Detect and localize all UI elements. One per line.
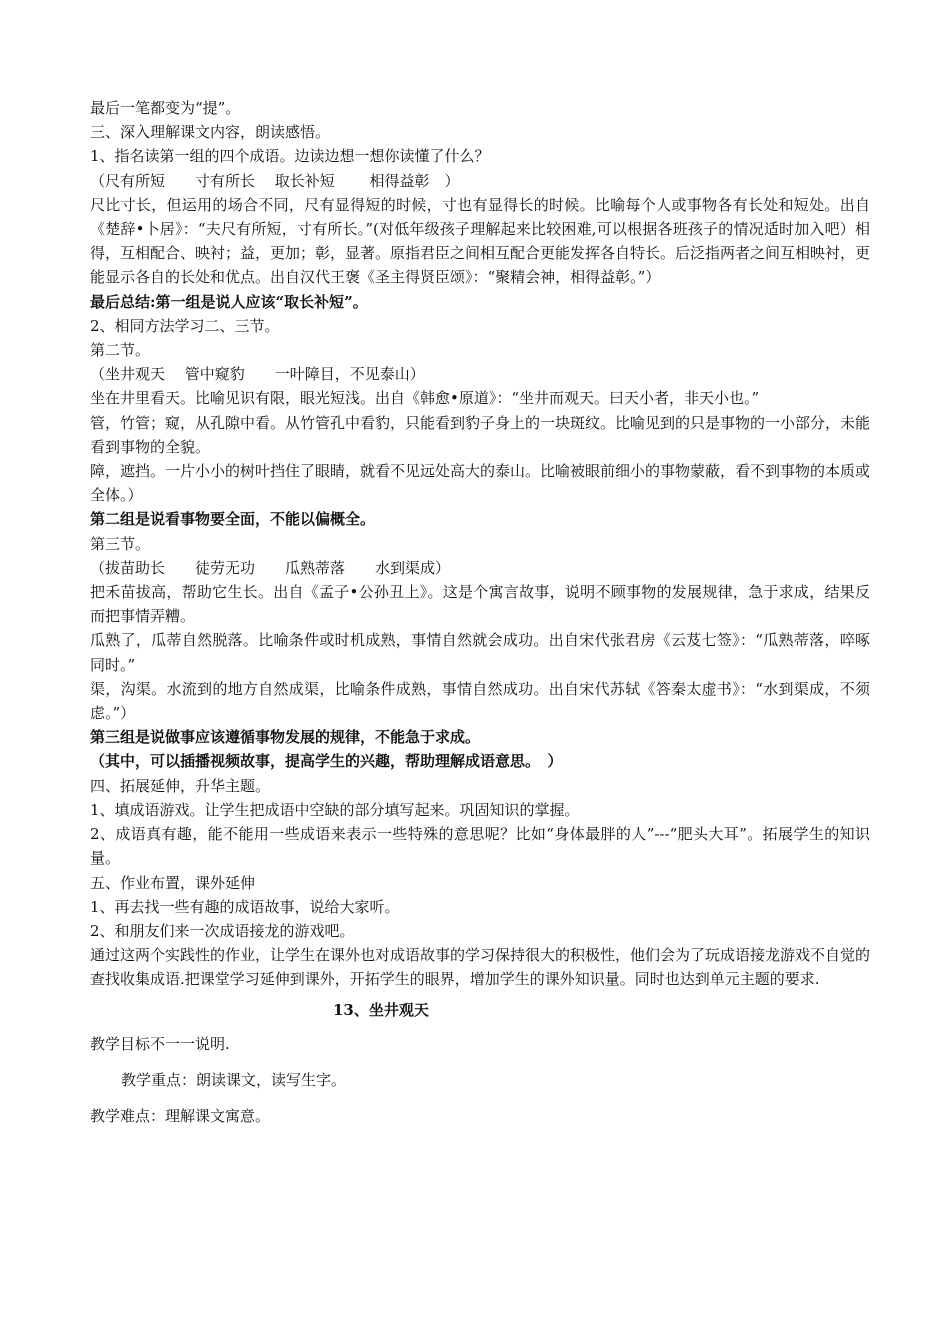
lesson-title: 13、坐井观天 — [333, 1000, 429, 1019]
text-line: 教学重点：朗读课文，读写生字。 — [121, 1070, 347, 1089]
text-line: 1、再去找一些有趣的成语故事，说给大家听。 — [90, 897, 400, 916]
explanation-paragraph: 把禾苗拔高，帮助它生长。出自《孟子•公孙丑上》。这是个寓言故事，说明不顾事物的发展规律，急于求成，结果反而把事情弄糟。 — [90, 583, 870, 626]
idiom-group: （坐井观天 管中窥豹 一叶障目，不见泰山） — [90, 365, 425, 384]
explanation-paragraph: 通过这两个实践性的作业，让学生在课外也对成语故事的学习保持很大的积极性，他们会为了玩成语接龙游戏不自觉的查找收集成语.把课堂学习延伸到课外，开拓学生的眼界，增加学生的课外知识量。同时也达到单元主题的要求. — [90, 946, 871, 989]
text-line: 最后一笔都变为“提”。 — [90, 99, 241, 117]
summary-line: 最后总结:第一组是说人应该“取长补短”。 — [90, 292, 368, 311]
explanation-paragraph: 坐在井里看天。比喻见识有限，眼光短浅。出自《韩愈•原道》：“坐井而观天。曰天小者，非天小也。” — [90, 389, 760, 408]
text-line: 2、相同方法学习二、三节。 — [90, 316, 280, 335]
section-heading: 四、拓展延伸，升华主题。 — [90, 776, 271, 795]
text-line: 1、指名读第一组的四个成语。边读边想一想你读懂了什么？ — [90, 147, 490, 166]
text-line: 教学目标不一一说明. — [90, 1034, 230, 1053]
summary-line: 第三组是说做事应该遵循事物发展的规律，不能急于求成。 — [90, 728, 481, 747]
text-line: 第三节。 — [90, 534, 151, 553]
idiom-group: （拔苗助长 徒劳无功 瓜熟蒂落 水到渠成） — [90, 558, 451, 577]
summary-line: （其中，可以插播视频故事，提高学生的兴趣，帮助理解成语意思。 ） — [90, 752, 563, 771]
explanation-paragraph: 尺比寸长，但运用的场合不同，尺有显得短的时候，寸也有显得长的时候。比喻每个人或事物各有长处和短处。出自《楚辞•卜居》：“夫尺有所短，寸有所长。”(对低年级孩子理解起来比较困难,可以根据各班孩子的情况适时加入吧）相得，互相配合、映衬；益，更加；彰，显著。原指君臣之间相互配合更能发挥各自特长。后泛指两者之间互相映衬，更能显示各自的长处和优点。出自汉代王褒《圣主得贤臣颂》：“聚精会神，相得益彰。”） — [90, 195, 871, 287]
idiom-group: （尺有所短 寸有所长 取长补短 相得益彰 ） — [90, 171, 460, 190]
section-heading: 三、深入理解课文内容，朗读感悟。 — [90, 123, 331, 142]
document-page — [90, 96, 870, 1128]
text-line: 教学难点：理解课文寓意。 — [90, 1107, 271, 1126]
text-line: 第二节。 — [90, 341, 151, 360]
section-heading: 五、作业布置，课外延伸 — [90, 873, 256, 892]
text-line: 1、填成语游戏。让学生把成语中空缺的部分填写起来。巩固知识的掌握。 — [90, 800, 580, 819]
explanation-paragraph: 2、成语真有趣，能不能用一些成语来表示一些特殊的意思呢？比如“身体最胖的人”---“肥头大耳”。拓展学生的知识量。 — [90, 825, 870, 868]
explanation-paragraph: 瓜熟了，瓜蒂自然脱落。比喻条件或时机成熟，事情自然就会成功。出自宋代张君房《云芨七签》：“瓜熟蒂落，啐啄同时。” — [90, 631, 870, 674]
explanation-paragraph: 管，竹管；窥，从孔隙中看。从竹管孔中看豹，只能看到豹子身上的一块斑纹。比喻见到的只是事物的一小部分，未能看到事物的全貌。 — [90, 413, 871, 456]
explanation-paragraph: 障，遮挡。一片小小的树叶挡住了眼睛，就看不见远处高大的泰山。比喻被眼前细小的事物蒙蔽，看不到事物的本质或全体。） — [90, 462, 871, 505]
text-line: 2、和朋友们来一次成语接龙的游戏吧。 — [90, 921, 355, 940]
explanation-paragraph: 渠，沟渠。水流到的地方自然成渠，比喻条件成熟，事情自然成功。出自宋代苏轼《答秦太虚书》：“水到渠成，不须虑。”） — [90, 679, 870, 723]
summary-line: 第二组是说看事物要全面，不能以偏概全。 — [90, 510, 376, 529]
